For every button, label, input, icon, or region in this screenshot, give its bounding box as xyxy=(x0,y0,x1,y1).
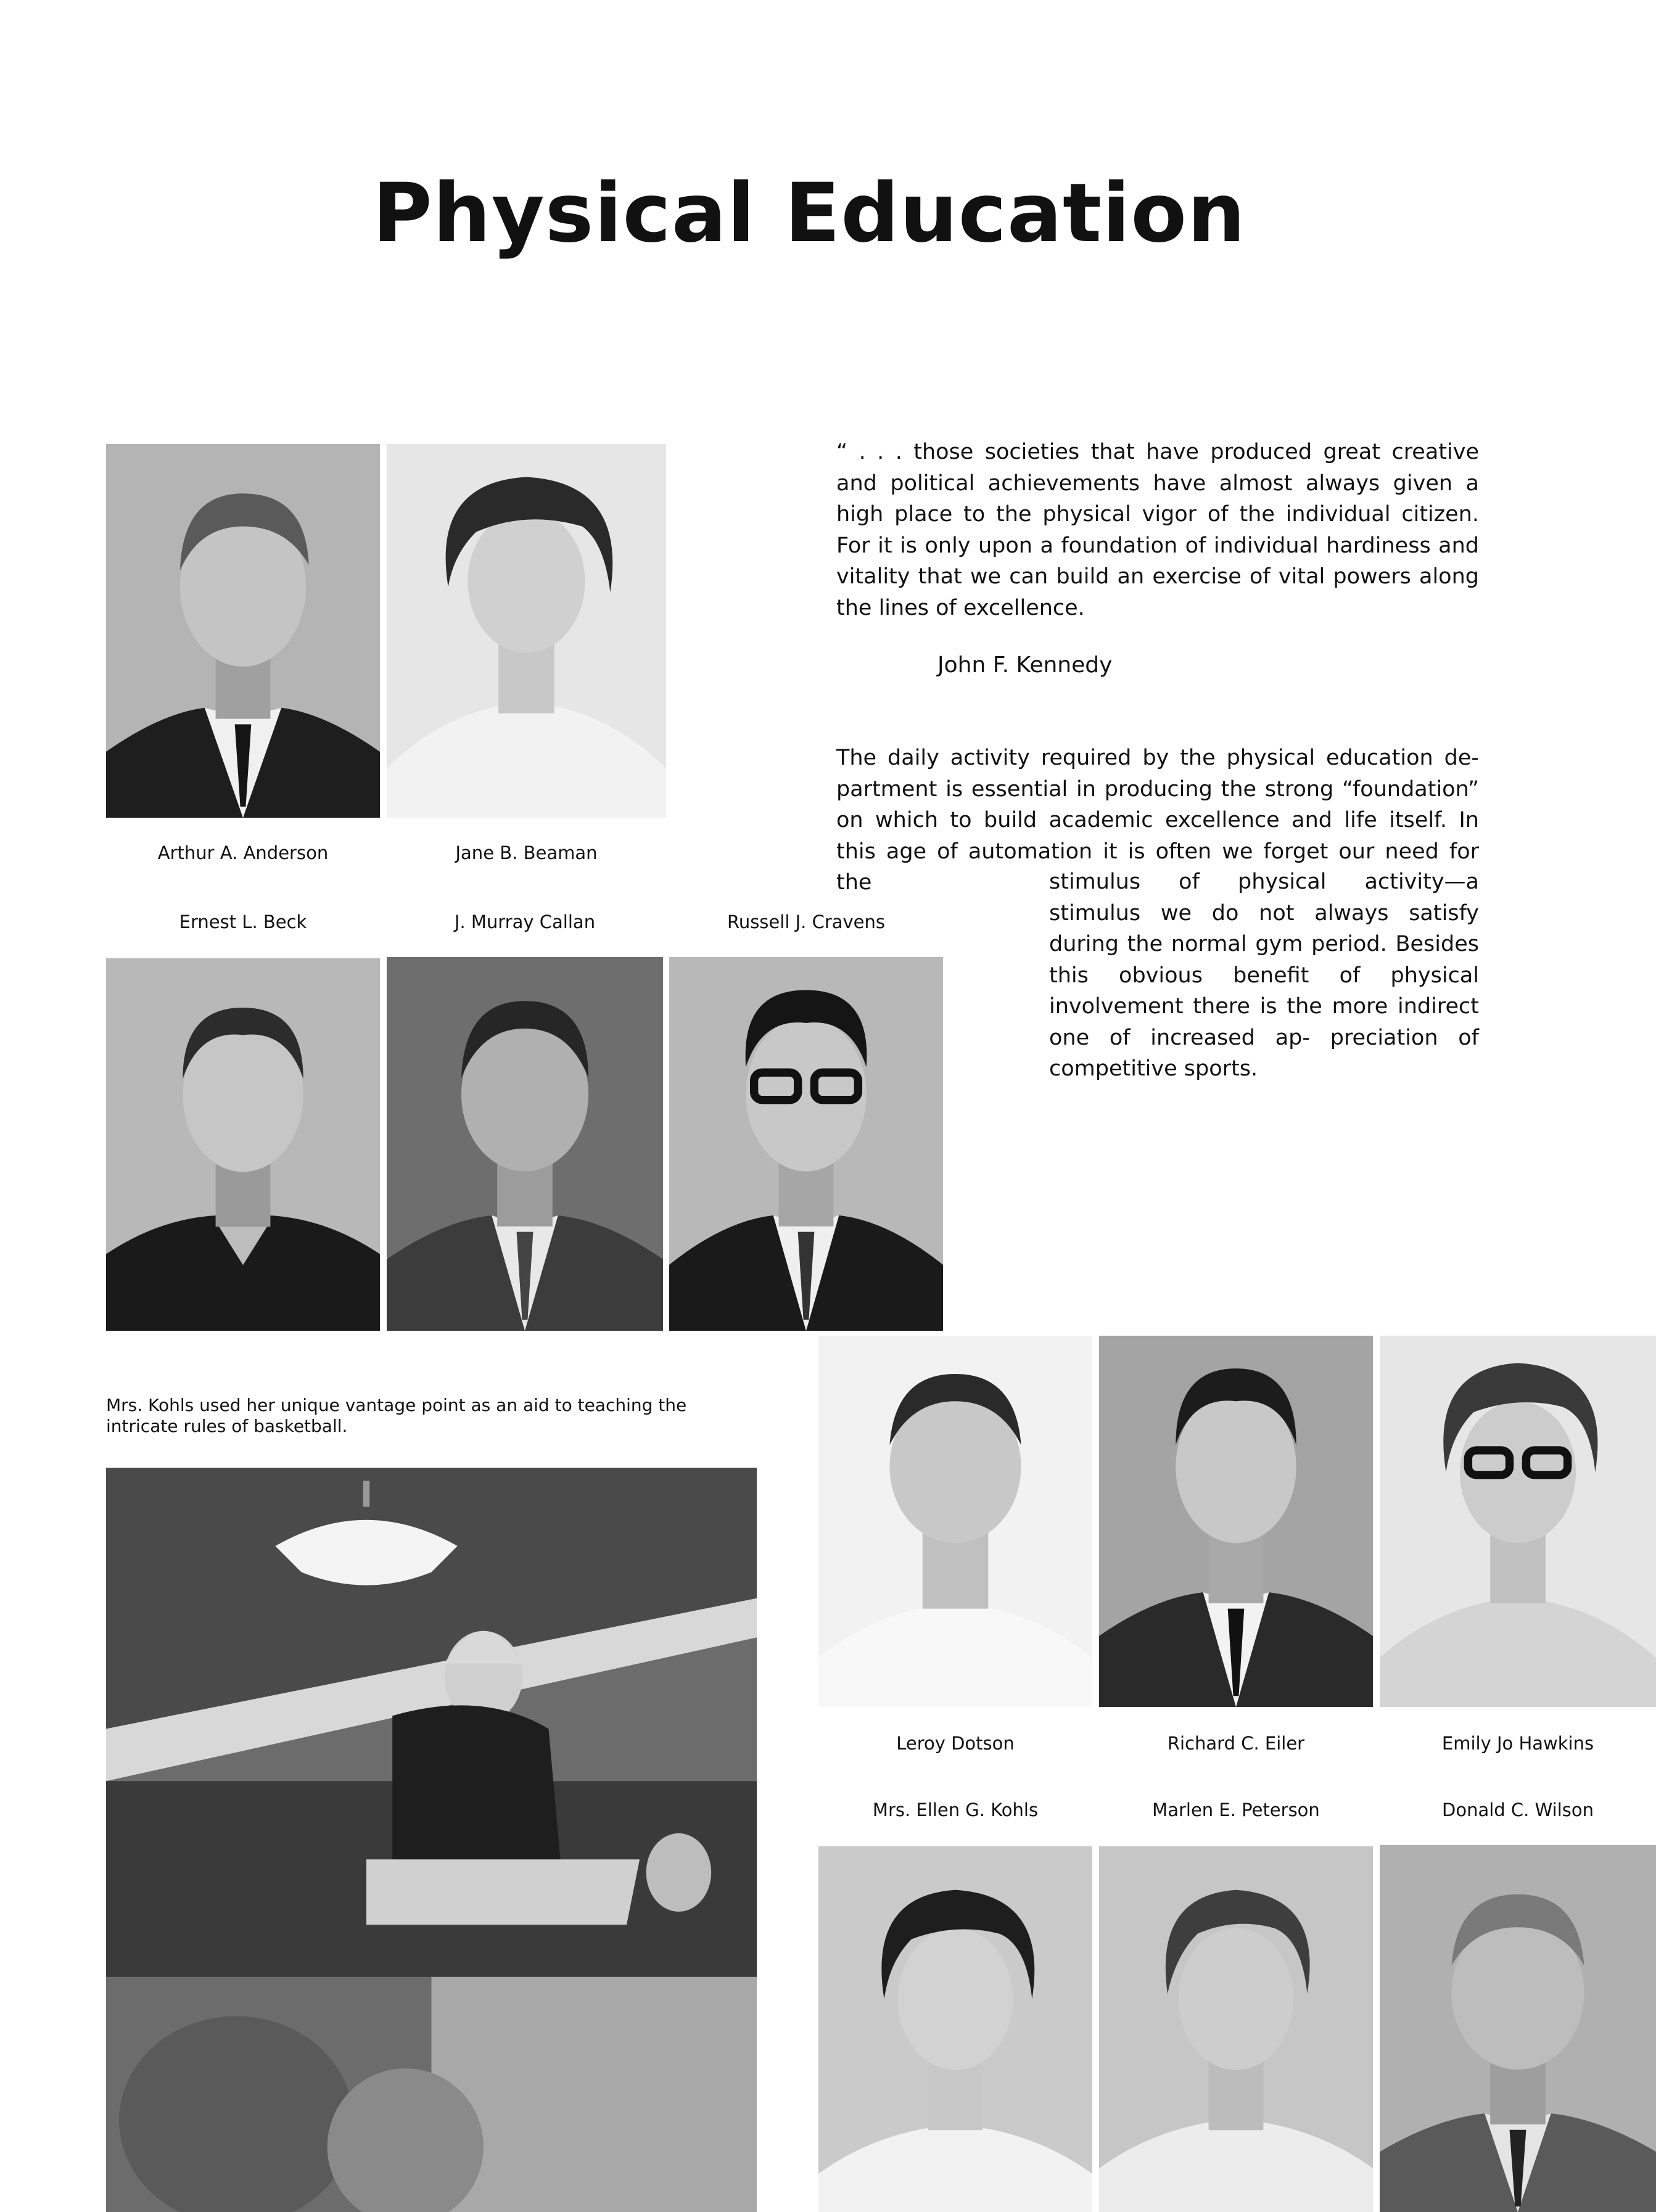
portrait-woman-glasses-icon xyxy=(1380,1336,1656,1707)
body-paragraph-part-1: The daily activity required by the physical education de- partment is essential in producing the strong “foundation” on which to build academic excellence and life itself. In this age of automation it is often we forget our need for the xyxy=(836,746,1479,895)
quote-attribution: John F. Kennedy xyxy=(937,652,1113,678)
portrait-man-icon xyxy=(106,444,380,818)
portrait-photo xyxy=(1380,1845,1656,2212)
portrait-photo xyxy=(106,444,380,818)
gym-scene-icon xyxy=(106,1468,757,2212)
portrait-photo xyxy=(1099,1846,1373,2212)
portrait-photo xyxy=(1099,1336,1373,1707)
faculty-name: Donald C. Wilson xyxy=(1442,1799,1594,1820)
faculty-name: Marlen E. Peterson xyxy=(1152,1799,1320,1820)
portrait-man-icon xyxy=(1380,1845,1656,2212)
portrait-photo xyxy=(669,957,943,1331)
faculty-name: Russell J. Cravens xyxy=(727,911,886,932)
portrait-photo xyxy=(818,1336,1092,1707)
faculty-name: Emily Jo Hawkins xyxy=(1441,1733,1594,1754)
portrait-man-glasses-icon xyxy=(669,957,943,1331)
portrait-man-icon xyxy=(387,957,663,1331)
portrait-photo xyxy=(387,957,663,1331)
portrait-photo xyxy=(387,444,666,818)
faculty-name: Jane B. Beaman xyxy=(455,842,598,863)
portrait-man-icon xyxy=(818,1336,1092,1707)
body-paragraph-part-2: stimulus of physical activity—a stimulus we do not always satisfy during the normal gym period. Besides this obvious benefit of physical involvement there is the more indirect one of increased ap- preciation of competitive sports. xyxy=(1049,870,1479,1081)
candid-photo-caption: Mrs. Kohls used her unique vantage point as an aid to teaching the intricate rules of basketball. xyxy=(106,1395,687,1436)
candid-photo-gym xyxy=(106,1468,757,2212)
portrait-woman-icon xyxy=(1099,1846,1373,2212)
faculty-name: J. Murray Callan xyxy=(454,911,596,932)
portrait-photo xyxy=(1380,1336,1656,1707)
portrait-woman-icon xyxy=(387,444,666,818)
faculty-name: Arthur A. Anderson xyxy=(157,842,329,863)
portrait-woman-icon xyxy=(818,1846,1092,2212)
page-title: Physical Education xyxy=(372,166,1246,261)
faculty-name: Leroy Dotson xyxy=(896,1733,1015,1754)
faculty-name: Mrs. Ellen G. Kohls xyxy=(872,1799,1039,1820)
portrait-man-icon xyxy=(1099,1336,1373,1707)
faculty-name: Richard C. Eiler xyxy=(1167,1733,1305,1754)
kennedy-quote: “ . . . those societies that have produced great creative and political achievements have almost always given a high place to the physical vigor of the individual citizen. For it is only upon a foundation of individual hardiness and vitality that we can build an exercise of vital powers along the lines of excellence. xyxy=(836,440,1479,620)
portrait-photo xyxy=(818,1846,1092,2212)
portrait-man-icon xyxy=(106,958,380,1331)
portrait-photo xyxy=(106,958,380,1331)
faculty-name: Ernest L. Beck xyxy=(179,911,307,932)
